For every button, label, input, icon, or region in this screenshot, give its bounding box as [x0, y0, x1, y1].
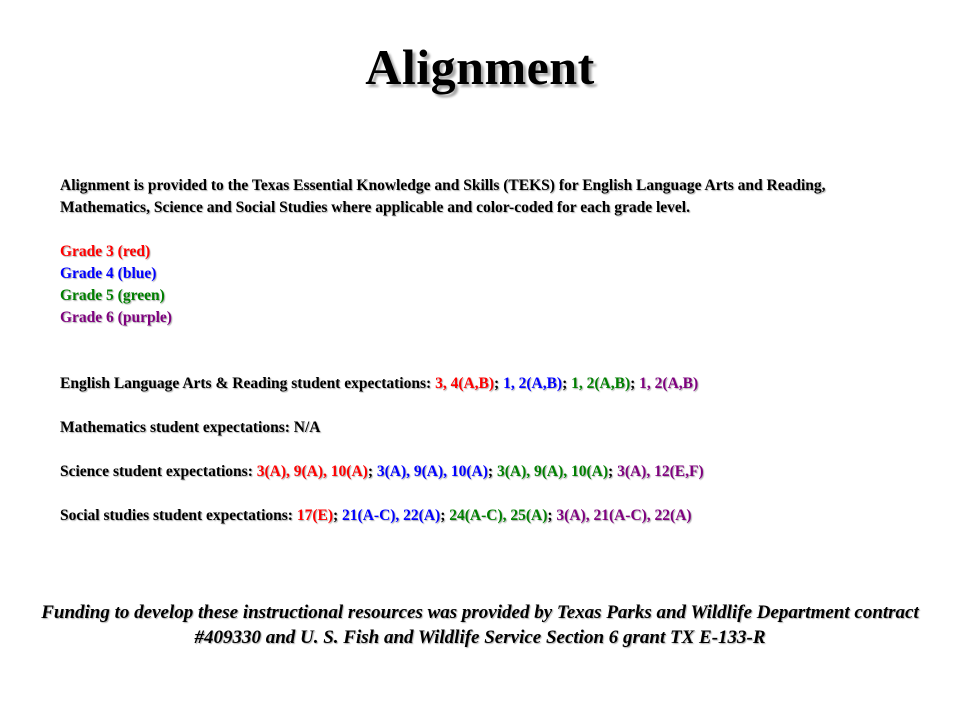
science-grade-4: 3(A), 9(A), 10(A): [376, 463, 488, 480]
ela-expectations: [60, 373, 900, 395]
funding-statement: Funding to develop these instructional resources was provided by Texas Parks and Wildlife Department contract #409330 and U. S. Fish and Wildlife Service Section 6 grant TX E-133-R: [41, 602, 919, 648]
separator: ;: [562, 375, 572, 392]
social-grade-6: 3(A), 21(A-C), 22(A): [556, 507, 692, 524]
science-grade-3: 3(A), 9(A), 10(A): [256, 463, 368, 480]
grade-5-legend: Grade 5 (green): [60, 287, 165, 304]
separator: ;: [487, 463, 497, 480]
grade-6-legend: Grade 6 (purple): [60, 309, 172, 326]
social-grade-3: 17(E): [296, 507, 333, 524]
social-label: Social studies student expectations:: [60, 507, 297, 524]
spacer: [60, 219, 900, 241]
spacer: [60, 329, 900, 373]
grade-4-legend: Grade 4 (blue): [60, 265, 157, 282]
separator: ;: [608, 463, 618, 480]
social-studies-expectations: [60, 505, 900, 527]
separator: ;: [547, 507, 557, 524]
spacer: [60, 483, 900, 505]
separator: ;: [367, 463, 377, 480]
separator: ;: [494, 375, 504, 392]
ela-grade-6: 1, 2(A,B): [639, 375, 699, 392]
math-expectations: Mathematics student expectations: N/A: [60, 419, 321, 436]
ela-grade-4: 1, 2(A,B): [503, 375, 563, 392]
science-expectations: [60, 461, 900, 483]
spacer: [60, 395, 900, 417]
science-label: Science student expectations:: [60, 463, 257, 480]
intro-paragraph: Alignment is provided to the Texas Essential Knowledge and Skills (TEKS) for English Language Arts and Reading, Mathematics, Science and Social Studies where applicable and color-coded for each grade level.: [60, 177, 826, 216]
page-title: Alignment: [365, 39, 595, 95]
social-grade-4: 21(A-C), 22(A): [342, 507, 441, 524]
ela-grade-3: 3, 4(A,B): [435, 375, 495, 392]
social-grade-5: 24(A-C), 25(A): [449, 507, 548, 524]
ela-grade-5: 1, 2(A,B): [571, 375, 631, 392]
separator: ;: [630, 375, 640, 392]
science-grade-5: 3(A), 9(A), 10(A): [496, 463, 609, 480]
ela-label: English Language Arts & Reading student expectations:: [60, 375, 436, 392]
spacer: [60, 439, 900, 461]
content-block: [60, 175, 900, 527]
science-grade-6: 3(A), 12(E,F): [617, 463, 704, 480]
separator: ;: [440, 507, 450, 524]
separator: ;: [333, 507, 343, 524]
grade-3-legend: Grade 3 (red): [60, 243, 151, 260]
